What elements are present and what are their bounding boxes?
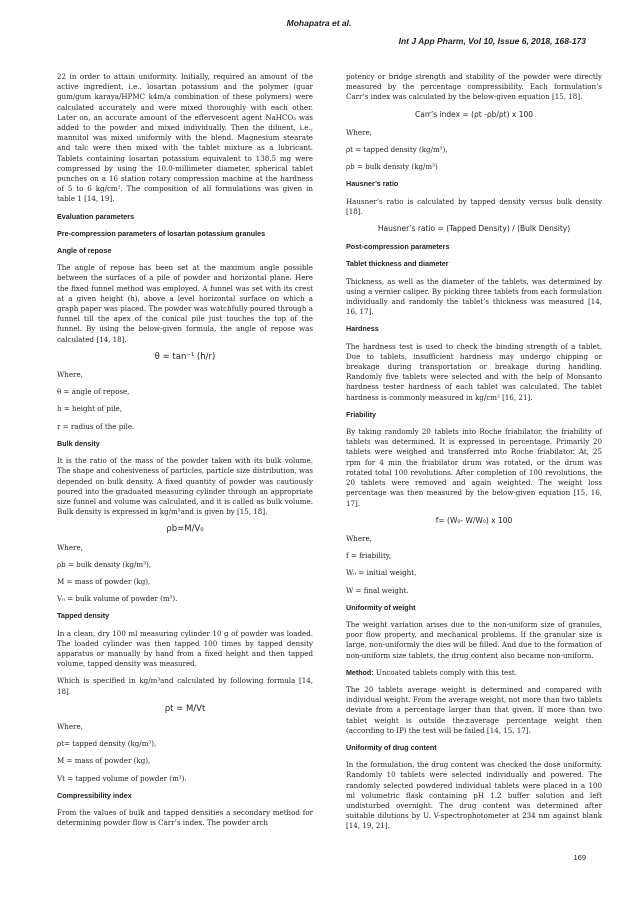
hardness-heading: Hardness xyxy=(346,324,379,334)
carrs-index-equation: Carr’s index = (ρt -ρb/ρt) x 100 xyxy=(414,109,534,119)
friability-heading: Friability xyxy=(346,409,376,419)
td-def-rho: ρt= tapped density (kg/m³), xyxy=(57,739,157,749)
tapped-density-equation: ρt = M/Vt xyxy=(164,703,206,714)
thickness-text: Thickness, as well as the diameter of the tablets, was determined by using a vernier caliper. By picking three tablets from each formulation individually and randomly the tablet’s thickness was measured [14, 16, 17]. xyxy=(346,276,602,317)
uniformity-weight-text: The weight variation arises due to the non-uniform size of granules, poor flow property, and mechanical problems. If the granular size is large, non-uniformly the dies will be filled. And due to the formation of non-uniform size tablets, the drug content also became non-uniform. xyxy=(346,619,602,660)
intro-paragraph: 22 in order to attain uniformity. Initially, required an amount of the active ingredient, i.e., losartan potassium and the polymer (guar gum/gum karaya/HPMC k4m/a combination of these polymers) were calculated accurately and were mixed thoroughly with each other. Later on, an accurate amount of the effervescent agent NaHCO₃ was added to the powder and mixed individually. Then the diluent, i.e., mannitol was mixed uniformly with the blend. Magnesium stearate and talc were then mixed with the tablet mixture as a lubricant. Tablets containing losartan potassium equivalent to 138.5 mg were compressed by using the 10.0-millimeter diameter, spherical tablet punches on a 16 station rotary compression machine at the hardness of 5 to 6 kg/cm². The composition of all formulations was given in table 1 [14, 19]. xyxy=(57,72,313,204)
aor-def-h: h = height of pile, xyxy=(57,404,122,414)
where-label: Where, xyxy=(57,542,83,552)
hausner-heading: Hausner’s ratio xyxy=(346,179,399,189)
method-paragraph xyxy=(346,668,602,678)
angle-of-repose-heading: Angle of repose xyxy=(57,246,112,256)
tapped-density-heading: Tapped density xyxy=(57,611,110,621)
where-label: Where, xyxy=(57,370,83,380)
hausner-text: Hausner’s ratio is calculated by tapped density versus bulk density [18]. xyxy=(346,196,602,216)
precompression-heading: Pre-compression parameters of losartan potassium granules xyxy=(57,228,266,238)
hardness-text: The hardness test is used to check the binding strength of a tablet. Due to tablets, insufficient hardness may undergo chipping or breakage during transportation or breakage during handling. Randomly five tablets were selected and with the help of Monsanto hardness tester hardness of each tablet was calculated. The tablet hardness is commonly measured in kg/cm² [16, 21]. xyxy=(346,341,602,402)
header-journal: Int J App Pharm, Vol 10, Issue 6, 2018, 168-173 xyxy=(398,36,586,46)
tapped-density-text-2: Which is specified in kg/m³and calculated by following formula [14, 18]. xyxy=(57,676,313,696)
where-label: Where, xyxy=(346,533,372,543)
friability-equation: f= (W₀- W/W₀) x 100 xyxy=(435,515,513,525)
where-label: Where, xyxy=(346,127,372,137)
method-text: Uncoated tablets comply with this test. xyxy=(373,667,517,677)
friability-text: By taking randomly 20 tablets into Roche friabilator, the friability of tablets was determined. It is expressed in percentage. Primarily 20 tablets were weighed and transferred into Roche friabilator. At, 25 rpm for 4 min the friabilator drum was rotated, or the drum was rotated total 100 revolutions. After completion of 100 revolutions, the 20 tablets were removed and again weighted. The weight loss percentage was then measured by the below-given equation [15, 16, 17]. xyxy=(346,427,602,508)
evaluation-heading: Evaluation parameters xyxy=(57,211,135,221)
bulk-density-heading: Bulk density xyxy=(57,438,100,448)
angle-of-repose-equation: θ = tan⁻¹ (h/r) xyxy=(154,351,216,362)
where-label: Where, xyxy=(57,721,83,731)
bulk-density-equation: ρb=M/V₀ xyxy=(166,524,204,535)
bd-def-v: V₀ = bulk volume of powder (m³). xyxy=(57,594,178,604)
thickness-heading: Tablet thickness and diameter xyxy=(346,259,449,269)
hausner-equation: Hausner’s ratio = (Tapped Density) / (Bulk Density) xyxy=(377,224,571,234)
td-def-v: Vt = tapped volume of powder (m³). xyxy=(57,773,187,783)
bd-def-m: M = mass of powder (kg), xyxy=(57,576,151,586)
fri-def-f: f = friability, xyxy=(346,551,392,561)
angle-of-repose-text: The angle of repose has been set at the maximum angle possible between the surfaces of a pile of powder and horizontal plane. Here the fixed funnel method was employed. A funnel was set with its crest at a given height (h), above a level horizontal surface on which a graph paper was placed. The powder was watchfully poured through a funnel till the apex of the conical pile just touches the top of the funnel. By using the below-given formula, the angle of repose was calculated [14, 18]. xyxy=(57,263,313,344)
page-number: 169 xyxy=(573,853,586,862)
aor-def-theta: θ = angle of repose, xyxy=(57,387,130,397)
tapped-density-text: In a clean, dry 100 ml measuring cylinder 10 g of powder was loaded. The loaded cylinder was then tapped 100 times by tapped density apparatus or manually by hand from a fixed height and then tapped volume, tapped density was measured. xyxy=(57,628,313,669)
fri-def-w: W = final weight. xyxy=(346,585,409,595)
uniformity-weight-text-2: The 20 tablets average weight is determined and compared with individual weight. From the average weight, not more than two tablets deviate from a percentage larger than that given. If more than two tablet weight is outside the±average percentage weight then (according to IP) the test will be failed [14, 15, 17]. xyxy=(346,684,602,735)
compressibility-text-cont: potency or bridge strength and stability of the powder were directly measured by the percentage compressibility. Each formulation’s Carr’s index was calculated by the below-given equation [15, 18]. xyxy=(346,72,602,102)
aor-def-r: r = radius of the pile. xyxy=(57,421,135,431)
header-authors: Mohapatra et al. xyxy=(286,18,352,28)
drug-content-heading: Uniformity of drug content xyxy=(346,742,437,752)
ci-def-tapped: ρt = tapped density (kg/m³), xyxy=(346,145,448,155)
td-def-m: M = mass of powder (kg), xyxy=(57,756,151,766)
uniformity-weight-heading: Uniformity of weight xyxy=(346,602,416,612)
compressibility-text: From the values of bulk and tapped densities a secondary method for determining powder flow is Carr’s index. The powder arch xyxy=(57,807,313,828)
postcompression-heading: Post-compression parameters xyxy=(346,242,450,252)
compressibility-heading: Compressibility index xyxy=(57,790,132,800)
drug-content-text: In the formulation, the drug content was checked the dose uniformity. Randomly 10 tablets were selected individually and powered. The randomly selected powdered individual tablets were placed in a 100 ml volumetric flask containing pH 1.2 buffer solution and left undisturbed overnight. The drug content was determined after suitable dilutions by U. V-spectrophotometer at 234 nm against blank [14, 19, 21]. xyxy=(346,760,602,831)
method-label: Method: xyxy=(346,668,374,677)
left-column xyxy=(57,72,313,835)
right-column xyxy=(346,72,602,839)
ci-def-bulk: ρb = bulk density (kg/m³) xyxy=(346,162,438,172)
fri-def-w0: W₀ = initial weight, xyxy=(346,568,417,578)
bd-def-rho: ρb = bulk density (kg/m³), xyxy=(57,559,152,569)
bulk-density-text: It is the ratio of the mass of the powder taken with its bulk volume. The shape and cohesiveness of particles, particle size distribution, was depended on bulk density. A fixed quantity of powder was cautiously poured into the graduated measuring cylinder through an appropriate size funnel and volume was calculated, and it is called as bulk volume. Bulk density is expressed in kg/m³and is given by [15, 18]. xyxy=(57,456,313,517)
